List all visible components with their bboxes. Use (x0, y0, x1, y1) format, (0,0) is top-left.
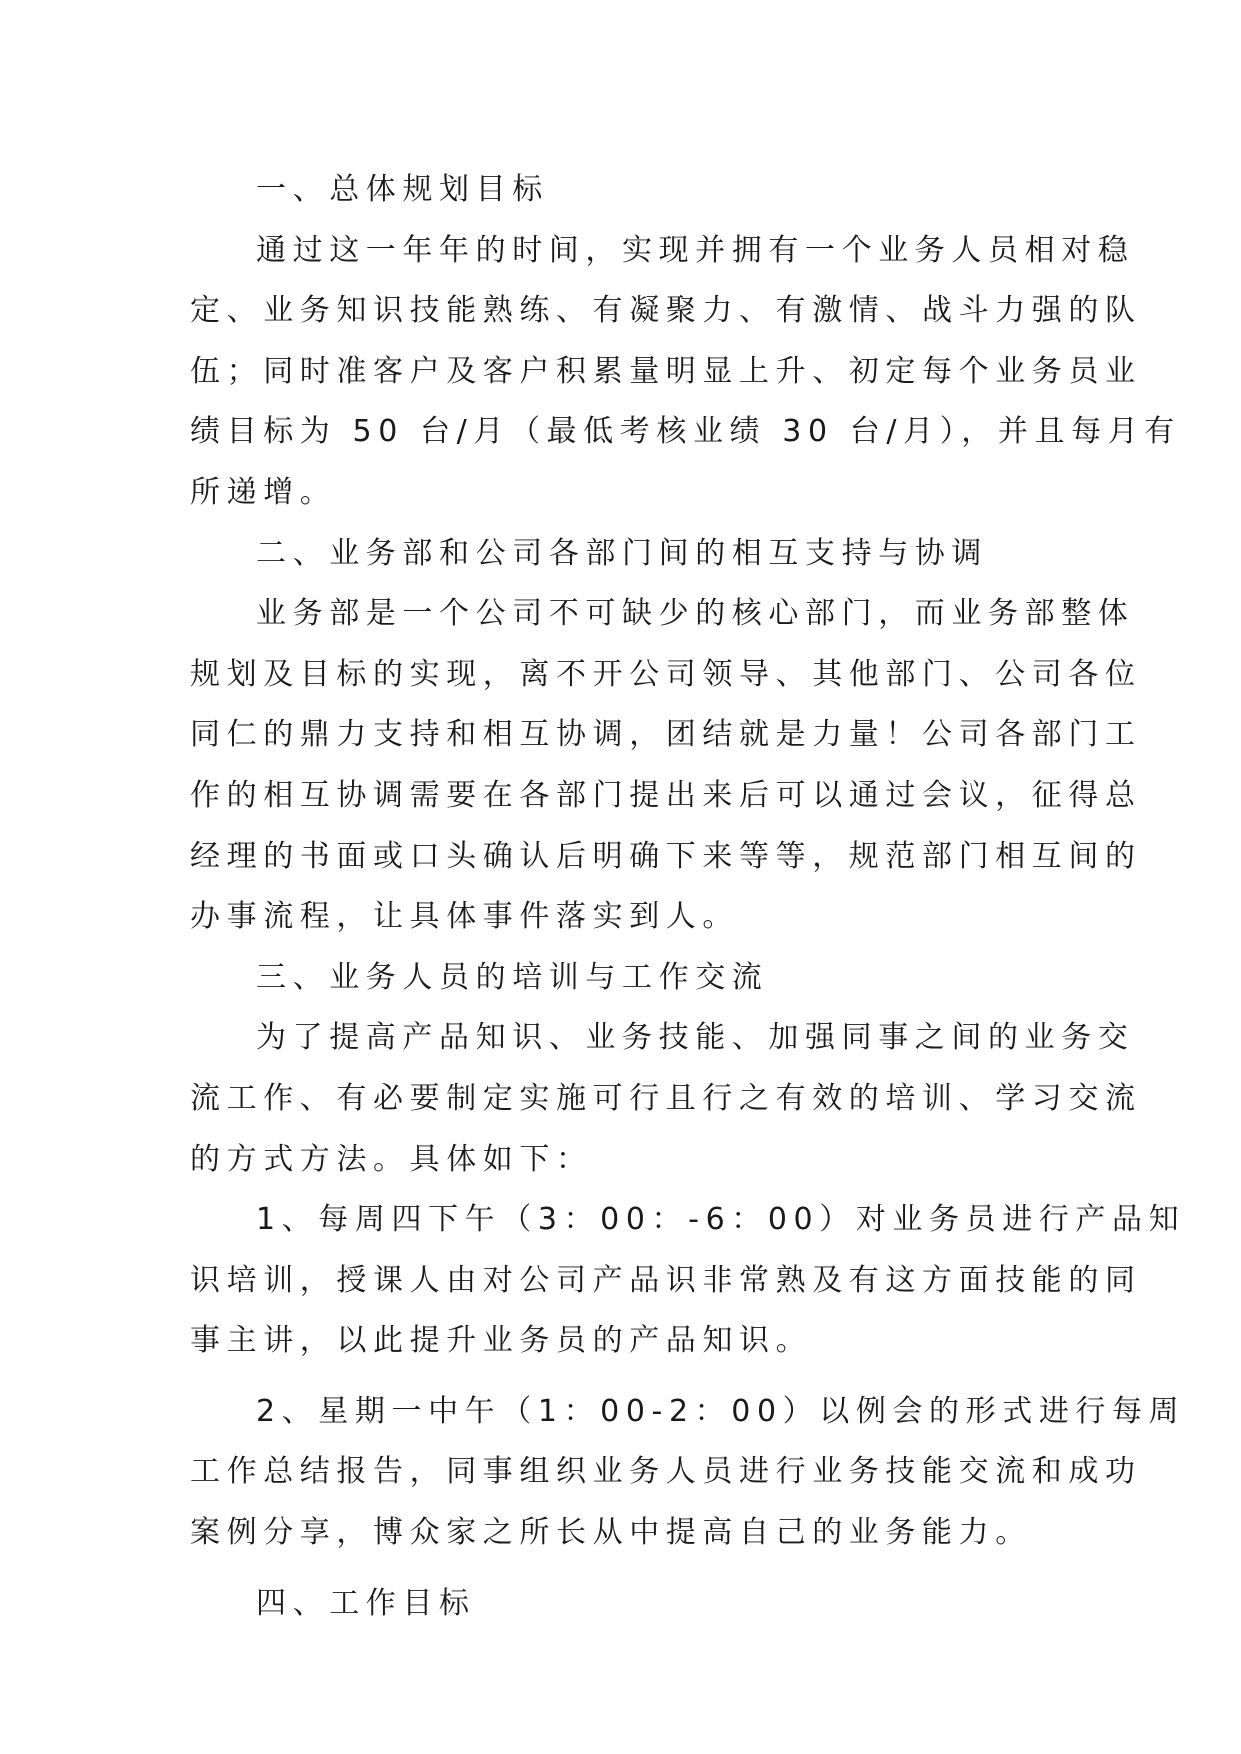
paragraph-line: 流工作、有必要制定实施可行且行之有效的培训、学习交流 (190, 1080, 1142, 1116)
section-heading: 二、业务部和公司各部门间的相互支持与协调 (256, 535, 988, 571)
section-heading: 一、总体规划目标 (256, 172, 549, 207)
paragraph (190, 221, 1181, 524)
paragraph-line: 通过这一年年的时间，实现并拥有一个业务人员相对稳 (256, 232, 1135, 268)
paragraph-line: 所递增。 (190, 474, 337, 510)
paragraph-line: 识培训，授课人由对公司产品识非常熟及有这方面技能的同 (190, 1262, 1142, 1298)
section-heading: 三、业务人员的培训与工作交流 (256, 959, 769, 995)
paragraph-line: 伍；同时准客户及客户积累量明显上升、初定每个业务员业 (190, 353, 1142, 389)
document-page (190, 160, 1186, 1634)
section-heading: 四、工作目标 (256, 1585, 476, 1621)
paragraph-line: 1、每周四下午（3：00：-6：00）对业务员进行产品知 (256, 1202, 1186, 1238)
paragraph (190, 584, 1142, 948)
list-item (190, 1190, 1186, 1372)
paragraph-line: 2、星期一中午（1：00-2：00）以例会的形式进行每周 (256, 1393, 1186, 1429)
paragraph-line: 的方式方法。具体如下： (190, 1141, 593, 1177)
paragraph-line: 为了提高产品知识、业务技能、加强同事之间的业务交 (256, 1020, 1135, 1056)
paragraph-line: 案例分享，博众家之所长从中提高自己的业务能力。 (190, 1515, 1032, 1551)
paragraph-line: 工作总结报告，同事组织业务人员进行业务技能交流和成功 (190, 1454, 1142, 1490)
paragraph-line: 定、业务知识技能熟练、有凝聚力、有激情、战斗力强的队 (190, 293, 1142, 329)
paragraph-line: 办事流程，让具体事件落实到人。 (190, 899, 739, 935)
list-item (190, 1382, 1186, 1564)
paragraph-line: 同仁的鼎力支持和相互协调，团结就是力量！公司各部门工 (190, 717, 1142, 753)
paragraph (190, 1008, 1142, 1190)
paragraph-line: 经理的书面或口头确认后明确下来等等，规范部门相互间的 (190, 838, 1142, 874)
paragraph-line: 事主讲，以此提升业务员的产品知识。 (190, 1323, 813, 1359)
paragraph-line: 绩目标为 50 台/月（最低考核业绩 30 台/月），并且每月有 (190, 414, 1181, 450)
paragraph-line: 作的相互协调需要在各部门提出来后可以通过会议，征得总 (190, 777, 1142, 813)
paragraph-line: 业务部是一个公司不可缺少的核心部门，而业务部整体 (256, 596, 1135, 632)
paragraph-line: 规划及目标的实现，离不开公司领导、其他部门、公司各位 (190, 656, 1142, 692)
